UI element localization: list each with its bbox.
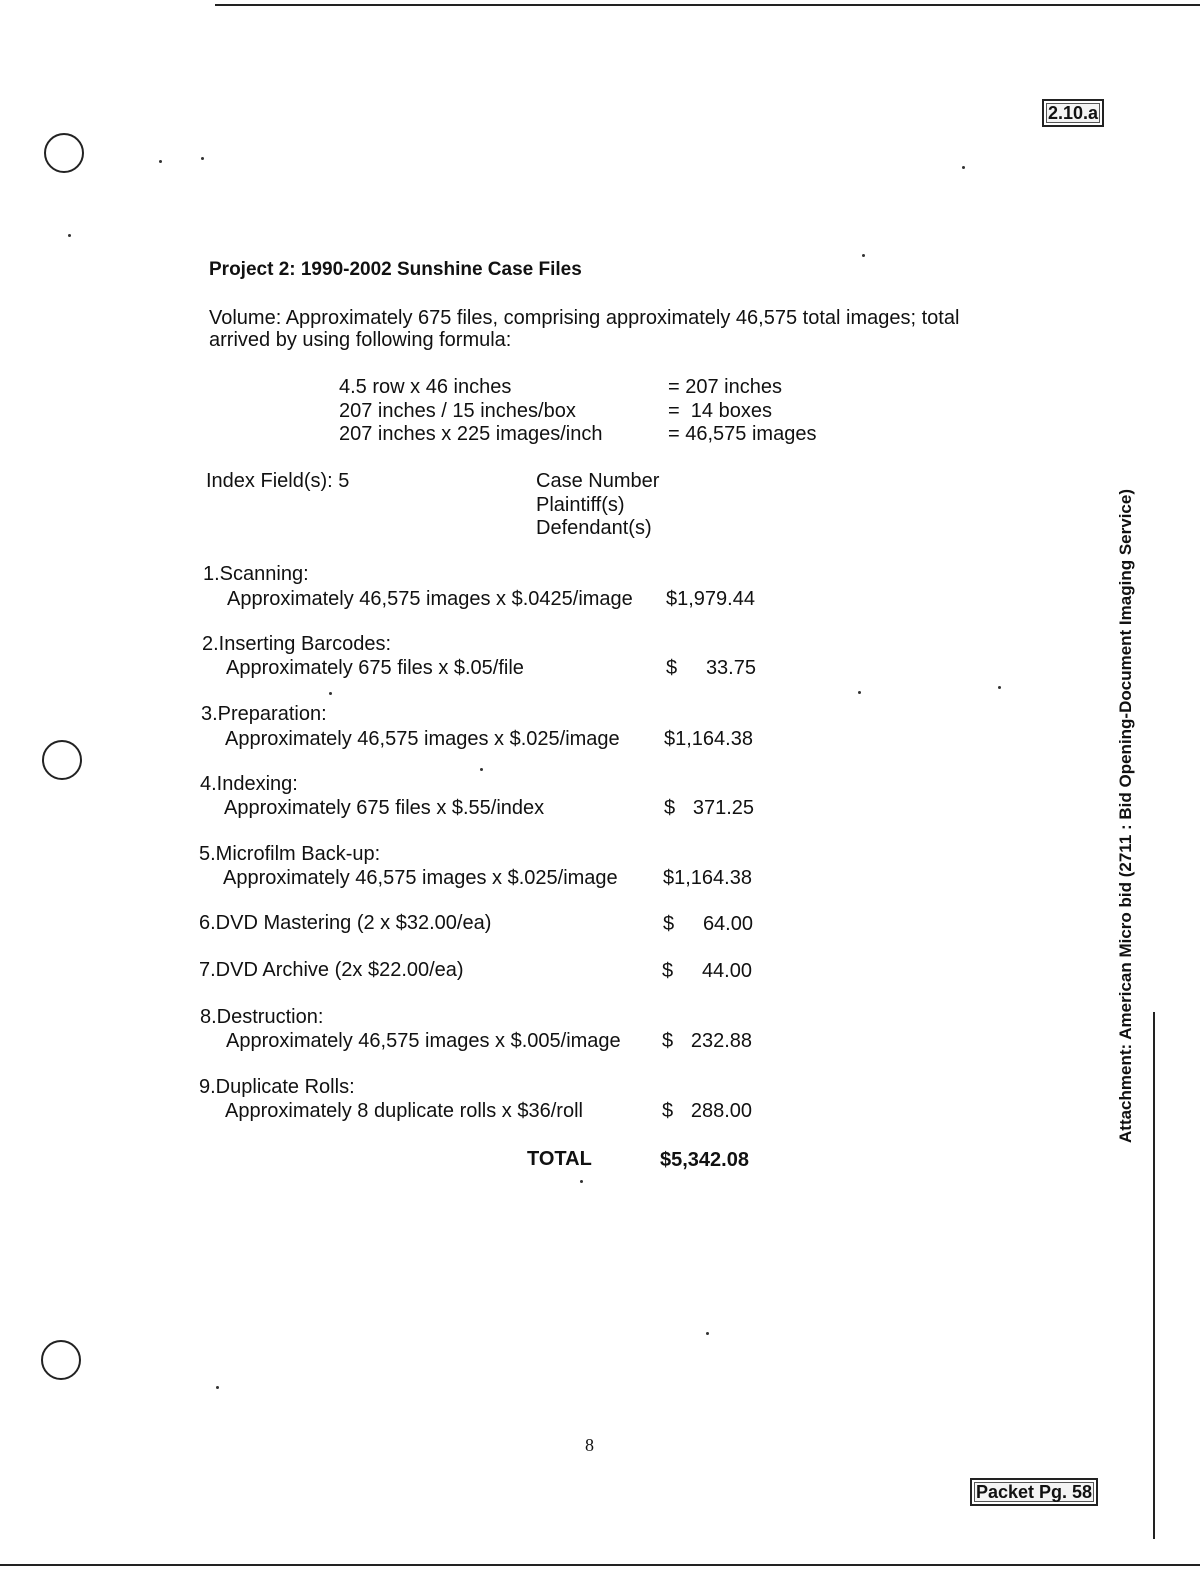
formula-right-1: = 207 inches xyxy=(668,376,782,398)
item-3-amount: $1,164.38 xyxy=(664,728,753,750)
item-5-amount: $1,164.38 xyxy=(663,867,752,889)
item-7-amount: 44.00 xyxy=(701,960,752,982)
page-title: Project 2: 1990-2002 Sunshine Case Files xyxy=(209,259,582,280)
right-margin-line xyxy=(1153,1012,1155,1539)
item-9-dollar: $ xyxy=(662,1100,674,1122)
item-9-amount: 288.00 xyxy=(690,1100,752,1122)
item-5-desc: Approximately 46,575 images x $.025/image xyxy=(223,867,618,889)
item-4-dollar: $ xyxy=(664,797,676,819)
item-8-label: 8.Destruction: xyxy=(200,1006,324,1028)
item-8-dollar: $ xyxy=(662,1030,674,1052)
scan-speck xyxy=(329,692,332,695)
formula-right-2: = 14 boxes xyxy=(668,400,772,422)
index-field-defendants: Defendant(s) xyxy=(536,517,652,539)
item-2-amount: 33.75 xyxy=(705,657,756,679)
total-amount: $5,342.08 xyxy=(660,1149,749,1171)
item-9-label: 9.Duplicate Rolls: xyxy=(199,1076,355,1098)
item-5-label: 5.Microfilm Back-up: xyxy=(199,843,381,865)
item-7-dollar: $ xyxy=(662,960,674,982)
item-4-amount: 371.25 xyxy=(692,797,754,819)
bottom-border-line xyxy=(0,1564,1200,1566)
scan-speck xyxy=(201,157,204,160)
formula-left-2: 207 inches / 15 inches/box xyxy=(339,400,576,422)
item-1-amount: $1,979.44 xyxy=(666,588,755,610)
item-2-dollar: $ xyxy=(666,657,678,679)
item-6-amount: 64.00 xyxy=(702,913,753,935)
attachment-id-badge: 2.10.a xyxy=(1042,99,1104,127)
formula-left-3: 207 inches x 225 images/inch xyxy=(339,423,603,445)
item-2-label: 2.Inserting Barcodes: xyxy=(202,633,391,655)
formula-right-3: = 46,575 images xyxy=(668,423,817,445)
scan-speck xyxy=(706,1332,709,1335)
page-number: 8 xyxy=(585,1435,594,1455)
scan-speck xyxy=(962,166,965,169)
index-field-label: Index Field(s): 5 xyxy=(206,470,350,492)
punch-hole-middle xyxy=(42,740,82,780)
item-1-desc: Approximately 46,575 images x $.0425/image xyxy=(227,588,633,610)
packet-page-badge: Packet Pg. 58 xyxy=(970,1478,1098,1506)
scan-speck xyxy=(480,768,483,771)
top-border-line xyxy=(215,4,1200,6)
volume-line-1: Volume: Approximately 675 files, comprising approximately 46,575 total images; total xyxy=(209,307,960,329)
item-4-label: 4.Indexing: xyxy=(200,773,298,795)
index-field-plaintiffs: Plaintiff(s) xyxy=(536,494,625,516)
item-6-label: 6.DVD Mastering (2 x $32.00/ea) xyxy=(199,912,492,934)
scan-speck xyxy=(858,691,861,694)
item-2-desc: Approximately 675 files x $.05/file xyxy=(226,657,524,679)
item-1-label: 1.Scanning: xyxy=(203,563,309,585)
scan-speck xyxy=(216,1386,219,1389)
volume-line-2: arrived by using following formula: xyxy=(209,329,512,351)
attachment-side-caption: Attachment: American Micro bid (2711 : Bid Opening-Document Imaging Service) xyxy=(1116,489,1135,1143)
item-4-desc: Approximately 675 files x $.55/index xyxy=(224,797,545,819)
scan-speck xyxy=(862,254,865,257)
punch-hole-bottom xyxy=(41,1340,81,1380)
item-3-desc: Approximately 46,575 images x $.025/image xyxy=(225,728,620,750)
item-7-label: 7.DVD Archive (2x $22.00/ea) xyxy=(199,959,464,981)
item-8-amount: 232.88 xyxy=(690,1030,752,1052)
scan-speck xyxy=(159,160,162,163)
total-label: TOTAL xyxy=(527,1148,592,1170)
item-6-dollar: $ xyxy=(663,913,675,935)
formula-left-1: 4.5 row x 46 inches xyxy=(339,376,512,398)
index-field-case-number: Case Number xyxy=(536,470,660,492)
scan-speck xyxy=(580,1180,583,1183)
punch-hole-top xyxy=(44,133,84,173)
scan-speck xyxy=(998,686,1001,689)
item-8-desc: Approximately 46,575 images x $.005/image xyxy=(226,1030,621,1052)
scan-speck xyxy=(68,234,71,237)
item-3-label: 3.Preparation: xyxy=(201,703,327,725)
item-9-desc: Approximately 8 duplicate rolls x $36/roll xyxy=(225,1100,583,1122)
